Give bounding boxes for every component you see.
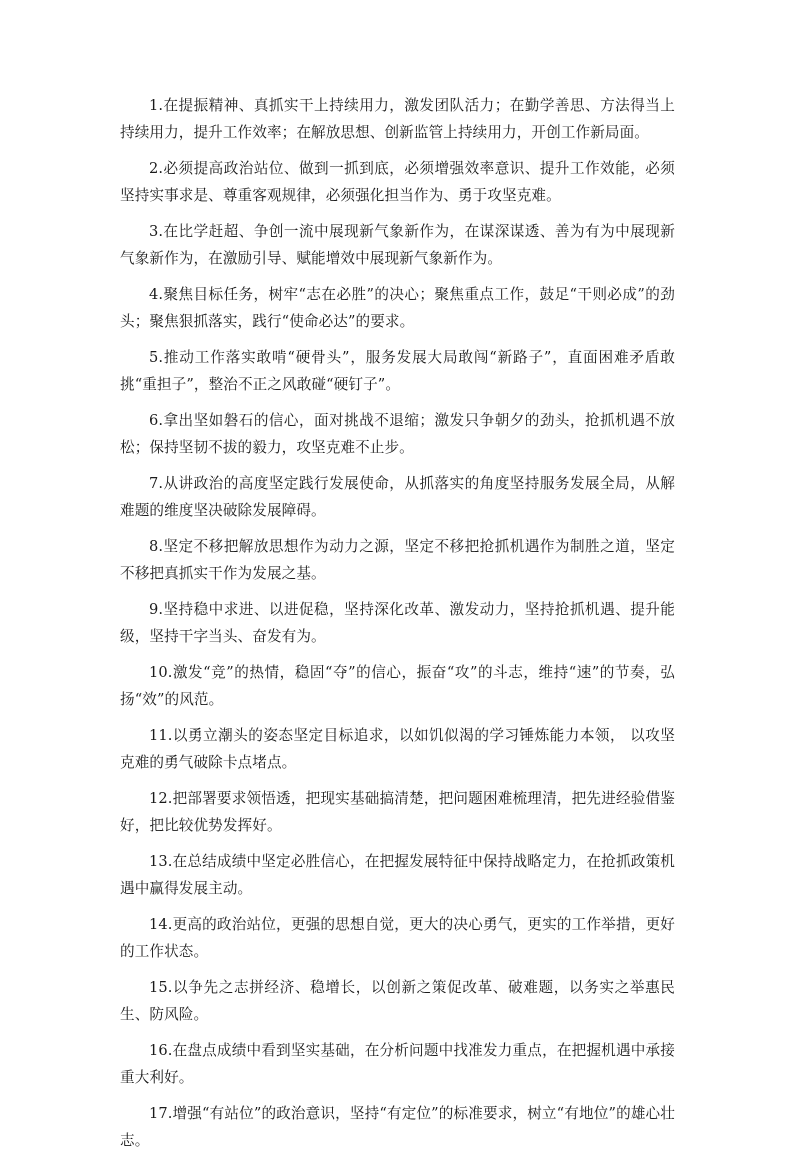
paragraph-10: 10.激发“竞”的热情，稳固“夺”的信心，振奋“攻”的斗志，维持“速”的节奏，弘扬“效”的风范。 [120,664,675,708]
document-body [120,93,675,1164]
paragraph-11: 11.以勇立潮头的姿态坚定目标追求，以如饥似渴的学习锤炼能力本领， 以攻坚克难的勇气破除卡点堵点。 [120,727,675,771]
paragraph-1: 1.在提振精神、真抓实干上持续用力，激发团队活力；在勤学善思、方法得当上持续用力，提升工作效率；在解放思想、创新监管上持续用力，开创工作新局面。 [120,97,675,141]
paragraph-9: 9.坚持稳中求进、以进促稳，坚持深化改革、激发动力，坚持抢抓机遇、提升能级，坚持干字当头、奋发有为。 [120,601,675,645]
paragraph-15: 15.以争先之志拼经济、稳增长，以创新之策促改革、破难题，以务实之举惠民生、防风险。 [120,979,675,1023]
paragraph-4: 4.聚焦目标任务，树牢“志在必胜”的决心；聚焦重点工作，鼓足“干则必成”的劲头；聚焦狠抓落实，践行“使命必达”的要求。 [120,286,675,330]
paragraph-3: 3.在比学赶超、争创一流中展现新气象新作为，在谋深谋透、善为有为中展现新气象新作为，在激励引导、赋能增效中展现新气象新作为。 [120,223,675,267]
paragraph-12: 12.把部署要求领悟透，把现实基础搞清楚，把问题困难梳理清，把先进经验借鉴好，把比较优势发挥好。 [120,790,675,834]
paragraph-8: 8.坚定不移把解放思想作为动力之源，坚定不移把抢抓机遇作为制胜之道，坚定不移把真抓实干作为发展之基。 [120,538,675,582]
paragraph-14: 14.更高的政治站位，更强的思想自觉，更大的决心勇气，更实的工作举措，更好的工作状态。 [120,916,675,960]
paragraph-16: 16.在盘点成绩中看到坚实基础，在分析问题中找准发力重点，在把握机遇中承接重大利好。 [120,1042,675,1086]
paragraph-17: 17.增强“有站位”的政治意识，坚持“有定位”的标准要求，树立“有地位”的雄心壮志。 [120,1105,675,1149]
paragraph-7: 7.从讲政治的高度坚定践行发展使命，从抓落实的角度坚持服务发展全局，从解难题的维度坚决破除发展障碍。 [120,475,675,519]
paragraph-13: 13.在总结成绩中坚定必胜信心，在把握发展特征中保持战略定力，在抢抓政策机遇中赢得发展主动。 [120,853,675,897]
paragraph-5: 5.推动工作落实敢啃“硬骨头”，服务发展大局敢闯“新路子”，直面困难矛盾敢挑“重担子”，整治不正之风敢碰“硬钉子”。 [120,349,675,393]
paragraph-2: 2.必须提高政治站位、做到一抓到底，必须增强效率意识、提升工作效能，必须坚持实事求是、尊重客观规律，必须强化担当作为、勇于攻坚克难。 [120,160,675,204]
paragraph-6: 6.拿出坚如磐石的信心，面对挑战不退缩；激发只争朝夕的劲头，抢抓机遇不放松；保持坚韧不拔的毅力，攻坚克难不止步。 [120,412,675,456]
